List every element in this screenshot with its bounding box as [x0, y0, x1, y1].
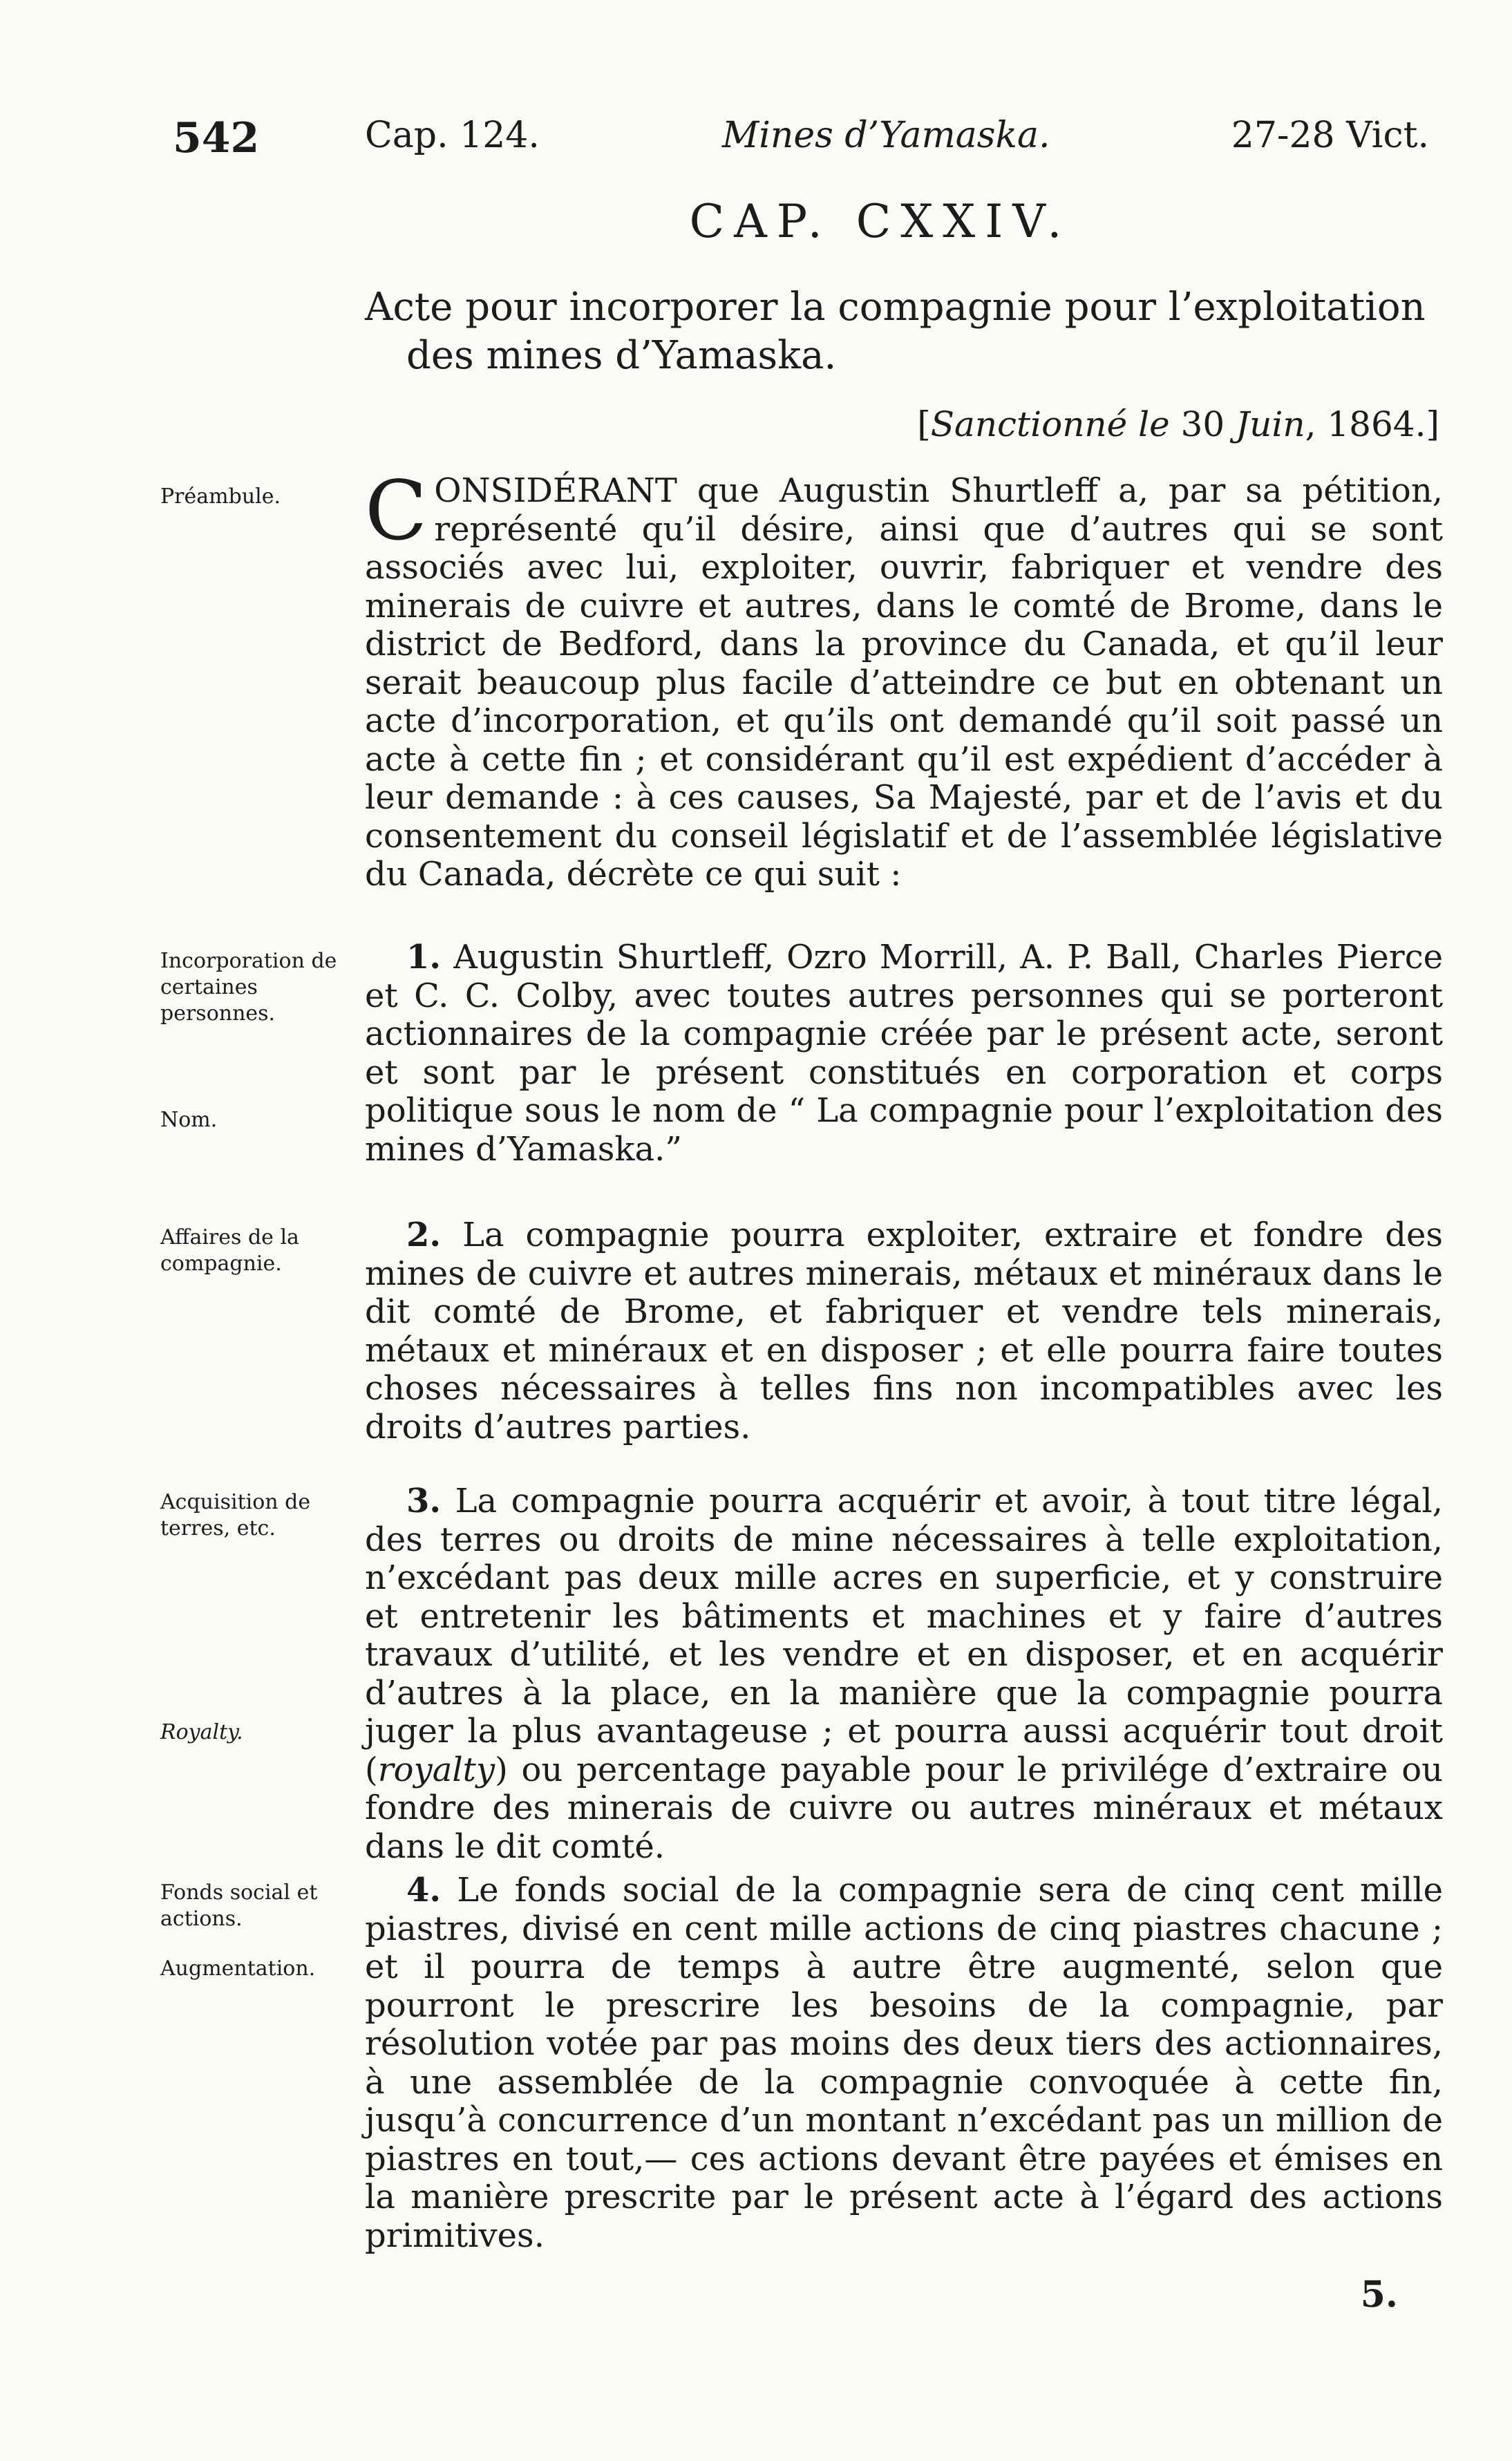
section-text: La compagnie pourra exploiter, extraire et fondre des mines de cuivre et autres minerais, métaux et minéraux dans le dit comté de Brome, et fabriquer et vendre tels minerais, métaux et minéraux et en disposer ; et elle pourra faire toutes choses nécessaires à telles fins non incompatibles avec les droits d’autres parties.	[365, 1216, 1443, 1446]
act-title-line-2: des mines d’Yamaska.	[406, 333, 837, 378]
margin-note-preamble: Préambule.	[160, 484, 281, 509]
margin-note-acquisition: Acquisition de terres, etc.	[160, 1490, 311, 1540]
sanction-month: Juin	[1236, 404, 1305, 444]
section-4	[365, 1871, 1443, 2255]
section-paragraph	[365, 1482, 1443, 1866]
preamble-text: ONSIDÉRANT que Augustin Shurtleff a, par sa pétition, représenté qu’il désire, ainsi que d’autres qui se sont associés avec lui, exploiter, ouvrir, fabriquer et vendre des minerais de cuivre et autres, dans le comté de Brome, dans le district de Bedford, dans la province du Canada, et qu’il leur serait beaucoup plus facile d’atteindre ce but en obtenant un acte d’incorporation, et qu’ils ont demandé qu’il soit passé un acte à cette fin ; et considérant qu’il est expédient d’accéder à leur demande : à ces causes, Sa Majesté, par et de l’avis et du consentement du conseil législatif et de l’assemblée législative du Canada, décrète ce qui suit :	[365, 471, 1443, 894]
section-number: 2.	[406, 1216, 442, 1254]
chapter-heading: CAP. CXXIV.	[689, 195, 1072, 248]
section-number: 1.	[406, 938, 442, 977]
act-title-line-1: Acte pour incorporer la compagnie pour l’exploitation	[365, 285, 1426, 330]
act-title	[365, 283, 1443, 380]
margin-note-fonds: Fonds social et actions.	[160, 1880, 318, 1931]
section-text-a: La compagnie pourra acquérir et avoir, à tout titre légal, des terres ou droits de mine nécessaires à telle exploitation, n’excédant pas deux mille acres en superficie, et y construire et entretenir les bâtiments et machines et y faire d’autres travaux d’utilité, et les vendre et en disposer, et en acquérir d’autres à la place, en la manière que la compagnie pourra juger la plus avantageuse ; et pourra aussi acquérir tout droit (	[365, 1482, 1443, 1789]
preamble-block	[365, 463, 1443, 894]
section-paragraph	[365, 1871, 1443, 2255]
section-paragraph	[365, 939, 1443, 1169]
sanction-label: Sanctionné le	[930, 404, 1170, 444]
margin-note-incorporation: Incorporation de certaines personnes.	[160, 949, 337, 1026]
page-number: 542	[173, 114, 260, 162]
section-text: Le fonds social de la compagnie sera de cinq cent mille piastres, divisé en cent mille actions de cinq piastres chacune ; et il pourra de temps à autre être augmenté, selon que pourront le prescrire les besoins de la compagnie, par résolution votée par pas moins des deux tiers des actionnaires, à une assemblée de la compagnie convoquée à cette fin, jusqu’à concurrence d’un montant n’excédant pas un million de piastres en tout,— ces actions devant être payées et émises en la manière prescrite par le présent acte à l’égard des actions primitives.	[365, 1871, 1443, 2255]
preamble-paragraph	[365, 463, 1443, 894]
section-text-b: ) ou percentage payable pour le privilége d’extraire ou fondre des minerais de cuivre ou autres minéraux et métaux dans le dit comté.	[365, 1750, 1443, 1866]
section-number: 3.	[406, 1482, 442, 1520]
catchword: 5.	[1360, 2274, 1398, 2316]
margin-note-affaires: Affaires de la compagnie.	[160, 1225, 299, 1276]
section-2	[365, 1216, 1443, 1446]
sanction-year: , 1864.]	[1305, 404, 1439, 444]
section-1	[365, 939, 1443, 1169]
sanction-open: [	[917, 404, 931, 444]
margin-note-royalty: Royalty.	[160, 1720, 243, 1744]
running-title: Mines d’Yamaska.	[722, 115, 1050, 156]
sanction-date	[917, 404, 1439, 444]
section-text: Augustin Shurtleff, Ozro Morrill, A. P. Ball, Charles Pierce et C. C. Colby, avec toutes autres personnes qui se porteront actionnaires de la compagnie créée par le présent acte, seront et sont par le présent constitués en corporation et corps politique sous le nom de “ La compagnie pour l’exploitation des mines d’Yamaska.”	[365, 938, 1443, 1169]
margin-note-nom: Nom.	[160, 1108, 218, 1132]
drop-cap: C	[365, 463, 428, 558]
chapter-reference: Cap. 124.	[365, 115, 540, 156]
margin-note-augmentation: Augmentation.	[160, 1956, 316, 1981]
section-paragraph	[365, 1216, 1443, 1446]
section-3	[365, 1482, 1443, 1866]
regnal-year: 27-28 Vict.	[1231, 115, 1429, 156]
section-text-royalty: royalty	[377, 1750, 495, 1789]
section-number: 4.	[406, 1871, 442, 1910]
sanction-day: 30	[1169, 404, 1236, 444]
